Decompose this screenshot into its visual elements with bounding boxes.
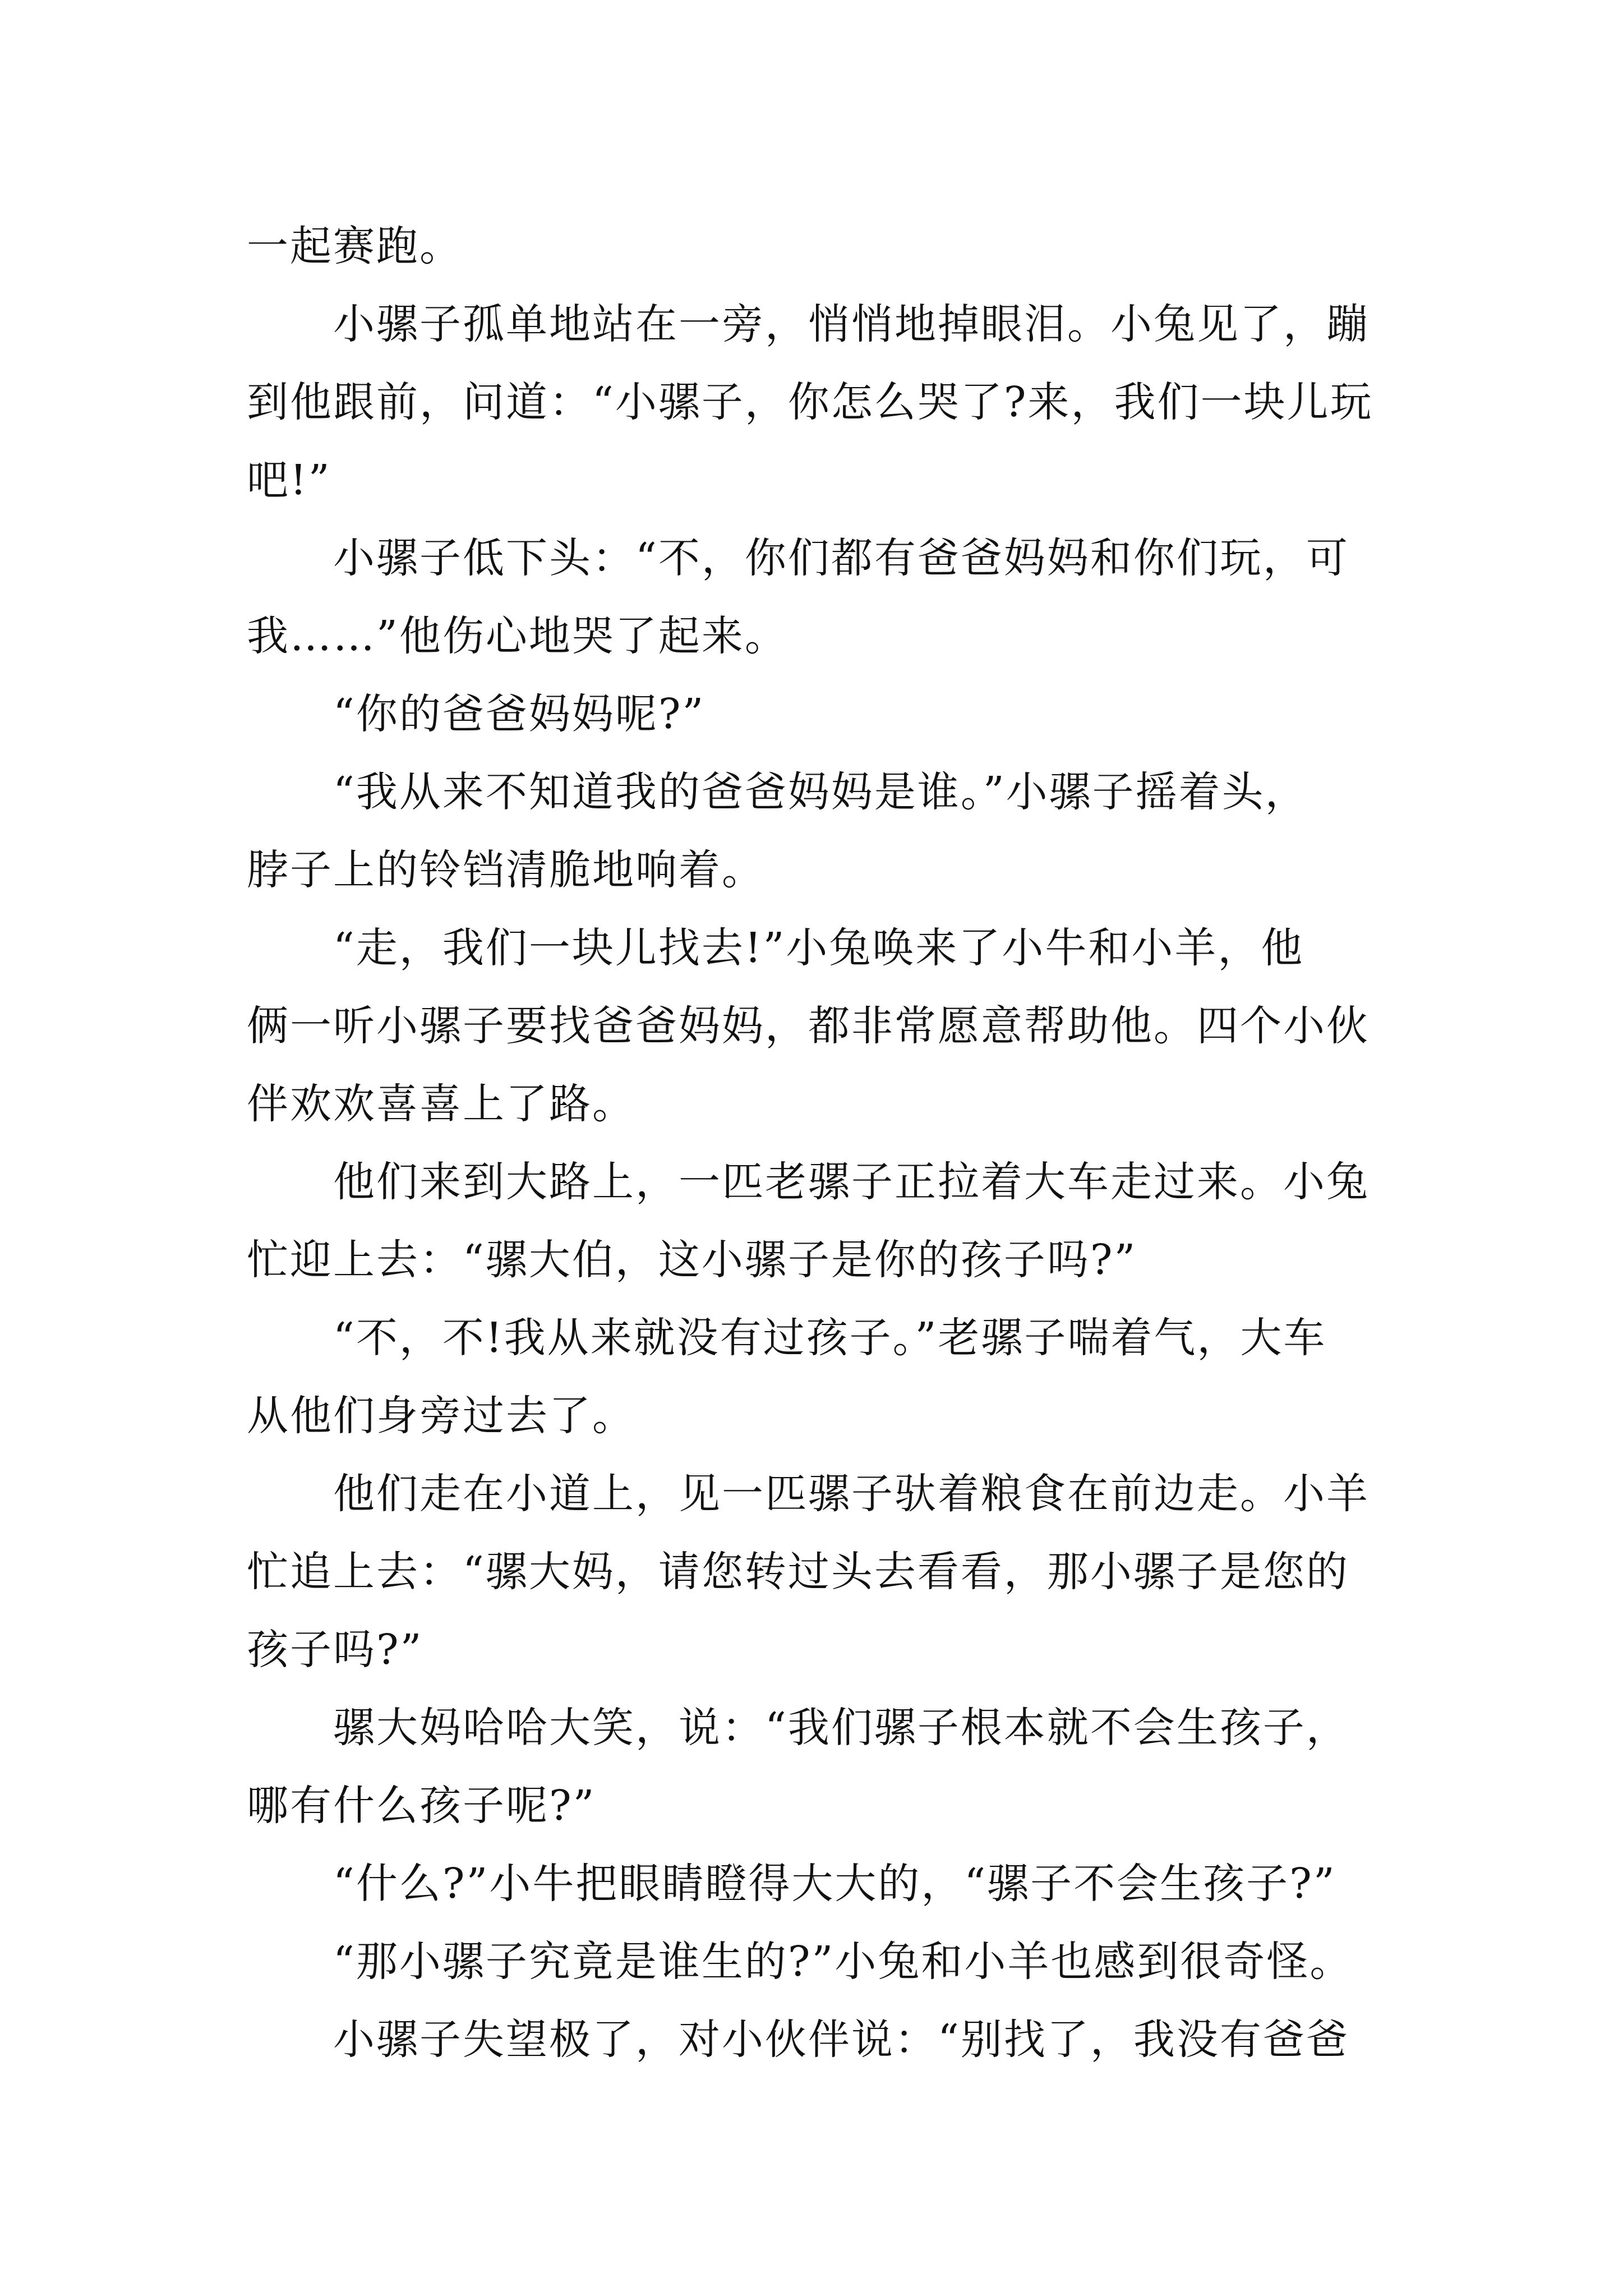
text-line: 忙迎上去：“骡大伯，这小骡子是你的孩子吗?” — [247, 1236, 1137, 1284]
text-line: 哪有什么孩子呢?” — [247, 1782, 596, 1830]
text-line: 骡大妈哈哈大笑，说：“我们骡子根本就不会生孩子， — [247, 1704, 1349, 1752]
text-line: 吧!” — [247, 456, 331, 504]
text-line: 小骡子孤单地站在一旁，悄悄地掉眼泪。小兔见了，蹦 — [247, 300, 1370, 348]
text-line: 从他们身旁过去了。 — [247, 1392, 635, 1440]
text-line: “走，我们一块儿找去!”小兔唤来了小牛和小羊，他 — [247, 924, 1304, 972]
text-line: 伴欢欢喜喜上了路。 — [247, 1080, 635, 1128]
text-line: “那小骡子究竟是谁生的?”小兔和小羊也感到很奇怪。 — [247, 1938, 1353, 1986]
text-line: “你的爸爸妈妈呢?” — [247, 690, 706, 738]
text-line: 小骡子失望极了，对小伙伴说：“别找了，我没有爸爸 — [247, 2016, 1349, 2064]
text-line: 俩一听小骡子要找爸爸妈妈，都非常愿意帮助他。四个小伙 — [247, 1002, 1370, 1050]
text-line: “我从来不知道我的爸爸妈妈是谁。”小骡子摇着头， — [247, 768, 1308, 816]
text-line: 脖子上的铃铛清脆地响着。 — [247, 846, 765, 894]
text-line: 我……”他伤心地哭了起来。 — [247, 612, 788, 660]
text-line: “不，不!我从来就没有过孩子。”老骡子喘着气，大车 — [247, 1314, 1327, 1362]
text-line: 到他跟前，问道：“小骡子，你怎么哭了?来，我们一块儿玩 — [247, 378, 1373, 426]
story-text-body — [247, 208, 1396, 2079]
text-line: 他们来到大路上，一匹老骡子正拉着大车走过来。小兔 — [247, 1158, 1370, 1206]
text-line: “什么?”小牛把眼睛瞪得大大的，“骡子不会生孩子?” — [247, 1860, 1336, 1908]
text-line: 忙追上去：“骡大妈，请您转过头去看看，那小骡子是您的 — [247, 1548, 1349, 1596]
text-line: 孩子吗?” — [247, 1626, 423, 1674]
text-line: 小骡子低下头：“不，你们都有爸爸妈妈和你们玩，可 — [247, 534, 1349, 582]
text-line: 一起赛跑。 — [247, 222, 463, 270]
text-line: 他们走在小道上，见一匹骡子驮着粮食在前边走。小羊 — [247, 1470, 1370, 1518]
